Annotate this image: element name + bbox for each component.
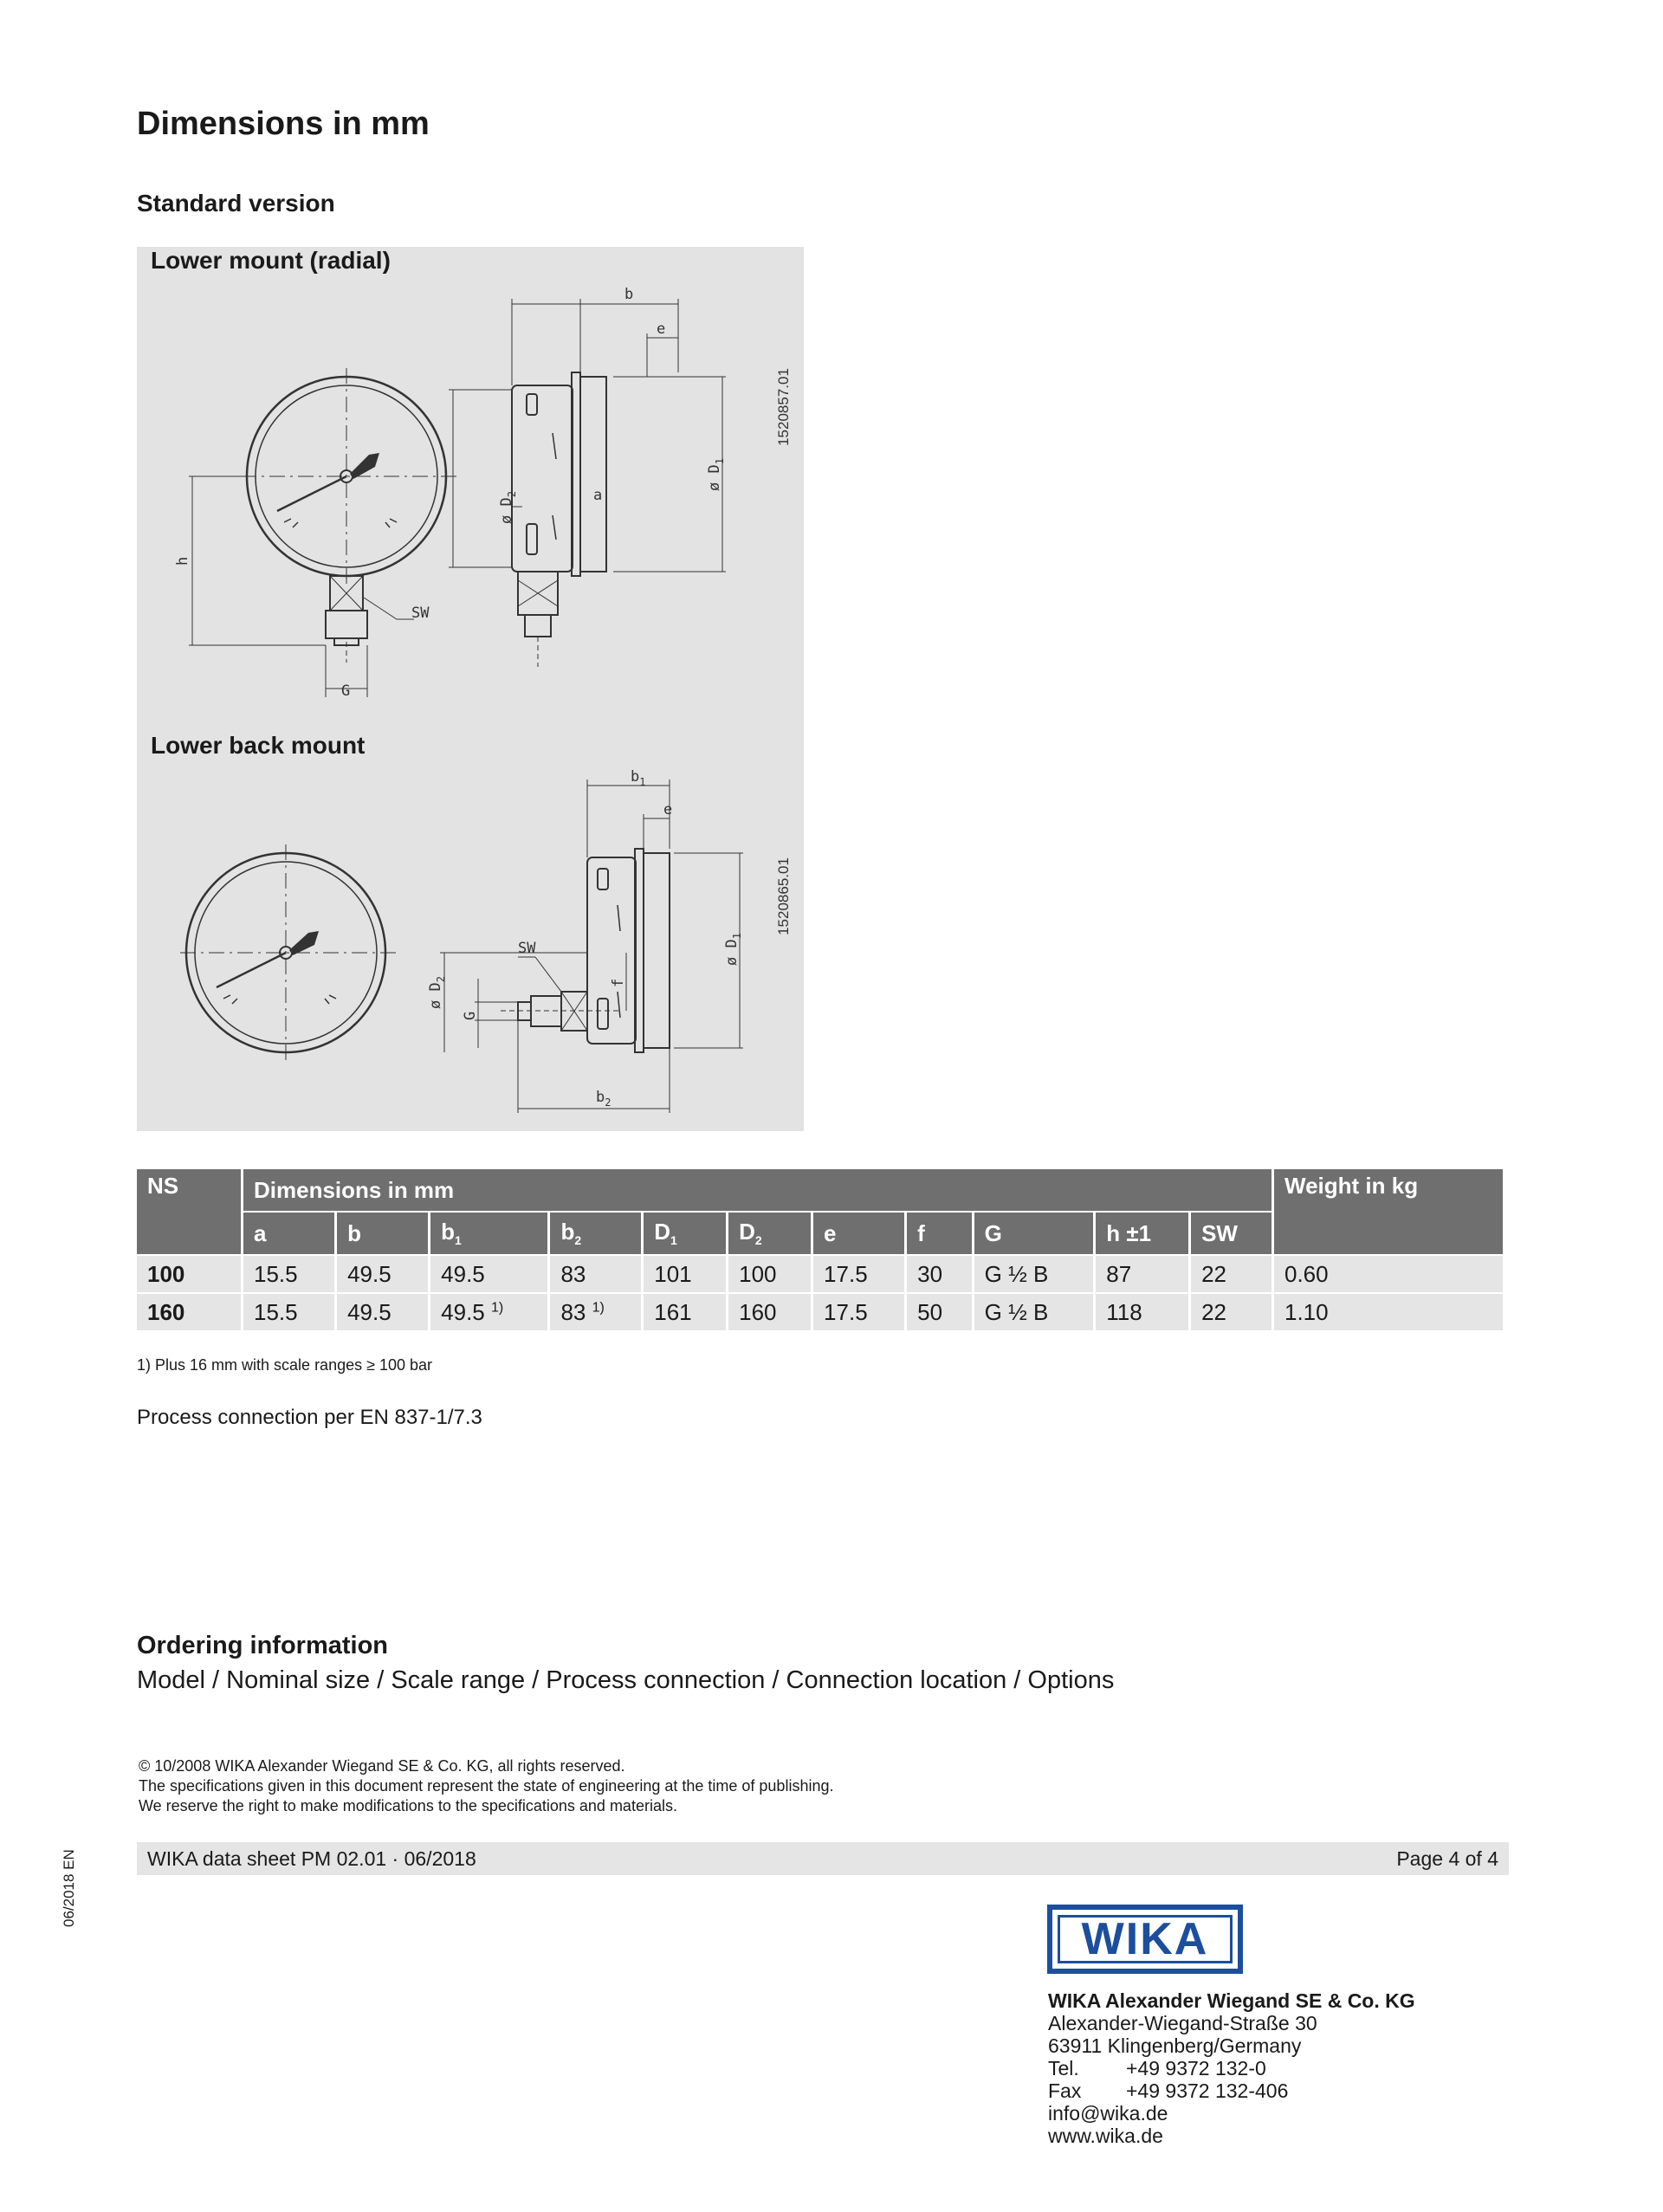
email-link[interactable]: info@wika.de [1048,2102,1168,2125]
dim-label-b2: $b_2$ [596,1089,611,1109]
cell-f: 50 [907,1294,972,1330]
cell-d2: 100 [728,1256,811,1292]
column-header: e [813,1213,904,1254]
cell-g: G ½ B [974,1294,1094,1330]
dim-label-h: h [174,556,191,566]
dim-label-d1: ø $D_1$ [706,458,726,491]
column-header: $b_1$ [430,1213,547,1254]
radial-gauge-side [449,299,726,667]
dim-label-e: e [657,320,666,338]
dim-label-sw-back: SW [518,940,536,957]
cell-d1: 101 [644,1256,726,1292]
process-connection-note: Process connection per EN 837-1/7.3 [137,1406,482,1429]
dim-label-d1-back: ø $D_1$ [723,933,743,966]
copyright-line: © 10/2008 WIKA Alexander Wiegand SE & Co. KG, all rights reserved. [139,1757,625,1775]
table-row [137,1256,1503,1292]
cell-b1: 49.5 [430,1256,547,1292]
column-header: $b_2$ [550,1213,641,1254]
footer-datasheet: WIKA data sheet PM 02.01 · 06/2018 [147,1847,476,1870]
cell-b: 49.5 [337,1256,428,1292]
vertical-date-code: 06/2018 EN [61,1849,77,1927]
header-dimensions: Dimensions in mm [243,1169,1272,1211]
city: 63911 Klingenberg/Germany [1048,2034,1302,2057]
cell-f: 30 [907,1256,972,1292]
header-weight: Weight in kg [1274,1169,1503,1254]
column-header: a [243,1213,334,1254]
fax-value: +49 9372 132-406 [1126,2079,1289,2102]
column-header: $D_2$ [728,1213,811,1254]
dim-label-d2-back: ø $D_2$ [427,976,447,1009]
dimensions-table [134,1167,1505,1332]
drawing-code-back: 1520865.01 [775,857,792,935]
company-name: WIKA Alexander Wiegand SE & Co. KG [1048,1989,1415,2012]
column-header: $D_1$ [644,1213,726,1254]
address-block [1048,1989,1415,2147]
street: Alexander-Wiegand-Straße 30 [1048,2012,1317,2034]
dim-label-g-back: G [462,1011,479,1020]
header-ns: NS [137,1169,241,1254]
dim-label-sw: SW [411,605,430,622]
label-lower-back-mount: Lower back mount [151,732,366,759]
wika-logo-text: WIKA [1081,1914,1209,1964]
cell-b2: 83 $^{1)}$ [550,1294,641,1330]
back-mount-gauge-front [180,844,397,1065]
cell-sw: 22 [1191,1256,1272,1292]
reserve-line: We reserve the right to make modifications to the specifications and materials. [139,1797,677,1814]
tel-label: Tel. [1048,2057,1079,2079]
page-title: Dimensions in mm [137,106,430,142]
dim-label-g: G [341,682,351,700]
website-link[interactable]: www.wika.de [1048,2125,1163,2147]
cell-g: G ½ B [974,1256,1094,1292]
cell-b1: 49.5 $^{1)}$ [430,1294,547,1330]
column-header: b [337,1213,428,1254]
cell-sw: 22 [1191,1294,1272,1330]
cell-a: 15.5 [243,1294,334,1330]
cell-h: 87 [1096,1256,1188,1292]
cell-ns: 160 [137,1294,241,1330]
column-header: SW [1191,1213,1272,1254]
cell-d1: 161 [644,1294,726,1330]
ordering-title: Ordering information [137,1632,388,1659]
column-header: G [974,1213,1094,1254]
fax-label: Fax [1048,2079,1082,2102]
cell-e: 17.5 [813,1256,904,1292]
column-header: h ±1 [1096,1213,1188,1254]
cell-weight: 0.60 [1274,1256,1503,1292]
tel-value: +49 9372 132-0 [1126,2057,1266,2079]
wika-logo [1047,1905,1243,1974]
cell-e: 17.5 [813,1294,904,1330]
dim-label-f: f [610,978,627,987]
fax-line [1048,2079,1415,2102]
drawing-code-radial: 1520857.01 [775,368,792,446]
radial-gauge-front [189,368,457,697]
dim-label-d2: ø $D_2$ [498,491,518,524]
table-row [137,1294,1503,1330]
copyright-block [139,1756,833,1816]
dim-label-a: a [593,487,603,504]
dim-label-e-back: e [663,801,673,818]
cell-h: 118 [1096,1294,1188,1330]
cell-ns: 100 [137,1256,241,1292]
specs-line: The specifications given in this document represent the state of engineering at the time of publishing. [139,1777,834,1795]
ordering-text: Model / Nominal size / Scale range / Process connection / Connection location / Options [137,1666,1115,1694]
cell-b2: 83 [550,1256,641,1292]
column-header: f [907,1213,972,1254]
footer-bar [137,1842,1509,1875]
footer-page-number: Page 4 of 4 [1396,1847,1498,1870]
tel-line [1048,2057,1415,2079]
cell-b: 49.5 [337,1294,428,1330]
technical-drawing [137,247,804,1131]
back-mount-gauge-side [440,779,743,1113]
dim-label-b1: $b_1$ [631,768,646,788]
cell-weight: 1.10 [1274,1294,1503,1330]
cell-a: 15.5 [243,1256,334,1292]
dim-label-b: b [624,286,634,303]
cell-d2: 160 [728,1294,811,1330]
label-lower-mount-radial: Lower mount (radial) [151,247,391,274]
dimension-drawing-panel [137,247,804,1131]
footnote: 1) Plus 16 mm with scale ranges ≥ 100 bar [137,1356,433,1374]
section-title: Standard version [137,190,335,217]
